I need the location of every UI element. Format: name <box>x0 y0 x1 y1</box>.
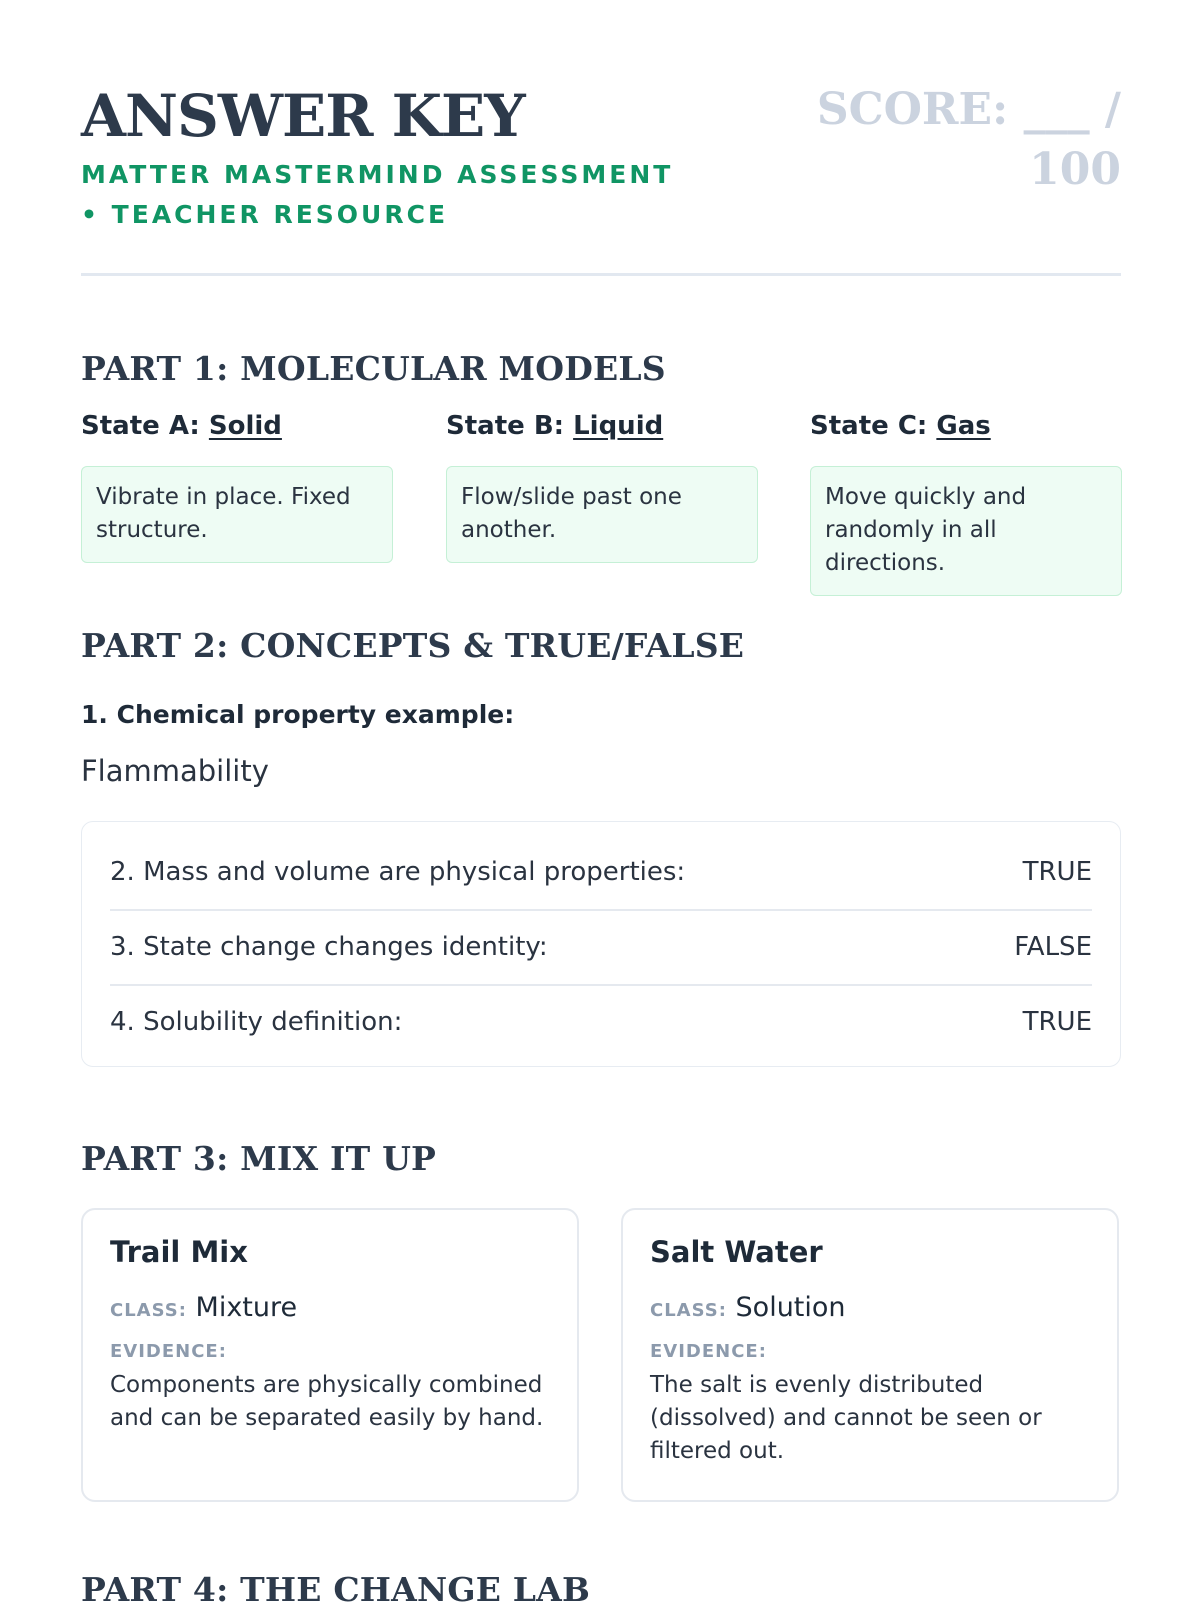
q1-answer: Flammability <box>81 754 269 788</box>
class-value: Solution <box>735 1292 846 1323</box>
score-field: SCORE: ___ / 100 <box>816 84 1121 195</box>
class-tag: CLASS: <box>650 1300 727 1321</box>
tf-row <box>110 834 1092 911</box>
class-value: Mixture <box>195 1292 298 1323</box>
state-c-column <box>810 406 1122 596</box>
evidence-text: The salt is evenly distributed (dissolved) and cannot be seen or filtered out. <box>650 1372 1042 1464</box>
state-b-answer: Liquid <box>573 411 664 441</box>
class-tag: CLASS: <box>110 1300 187 1321</box>
tf-answer: FALSE <box>1014 931 1092 962</box>
state-b-label: State B: <box>446 411 565 441</box>
tf-row <box>110 909 1092 986</box>
evidence-tag: EVIDENCE: <box>650 1341 767 1362</box>
mixture-class <box>110 1290 550 1329</box>
state-b-heading <box>446 406 758 446</box>
state-c-heading <box>810 406 1122 446</box>
tf-question: 2. Mass and volume are physical properties: <box>110 856 686 887</box>
tf-question: 4. Solubility definition: <box>110 1006 403 1037</box>
state-a-answer: Solid <box>208 411 282 441</box>
state-c-description: Move quickly and randomly in all directions. <box>810 466 1122 596</box>
state-b-description: Flow/slide past one another. <box>446 466 758 563</box>
part1-heading: PART 1: MOLECULAR MODELS <box>81 349 666 388</box>
tf-answer: TRUE <box>1022 1006 1092 1037</box>
mixture-name: Salt Water <box>650 1235 823 1269</box>
mixture-card-trail-mix <box>81 1208 579 1502</box>
state-c-answer: Gas <box>936 411 991 441</box>
state-a-heading <box>81 406 393 446</box>
part2-heading: PART 2: CONCEPTS & TRUE/FALSE <box>81 626 745 665</box>
state-b-column <box>446 406 758 563</box>
state-c-label: State C: <box>810 411 928 441</box>
part4-heading: PART 4: THE CHANGE LAB <box>81 1570 591 1609</box>
mixture-name: Trail Mix <box>110 1235 248 1269</box>
state-a-description: Vibrate in place. Fixed structure. <box>81 466 393 563</box>
mixture-card-salt-water <box>621 1208 1119 1502</box>
header-divider <box>81 273 1121 276</box>
tf-row <box>110 984 1092 1059</box>
page-title: ANSWER KEY <box>81 82 525 150</box>
page-subtitle: MATTER MASTERMIND ASSESSMENT • TEACHER RESOURCE <box>81 160 674 229</box>
true-false-table <box>81 821 1121 1067</box>
state-a-label: State A: <box>81 411 200 441</box>
q1-label: 1. Chemical property example: <box>81 700 515 729</box>
mixture-class <box>650 1290 1090 1329</box>
tf-answer: TRUE <box>1022 856 1092 887</box>
evidence-tag: EVIDENCE: <box>110 1341 227 1362</box>
state-a-column <box>81 406 393 563</box>
evidence-text: Components are physically combined and can be separated easily by hand. <box>110 1372 544 1431</box>
tf-question: 3. State change changes identity: <box>110 931 548 962</box>
part3-heading: PART 3: MIX IT UP <box>81 1139 437 1178</box>
